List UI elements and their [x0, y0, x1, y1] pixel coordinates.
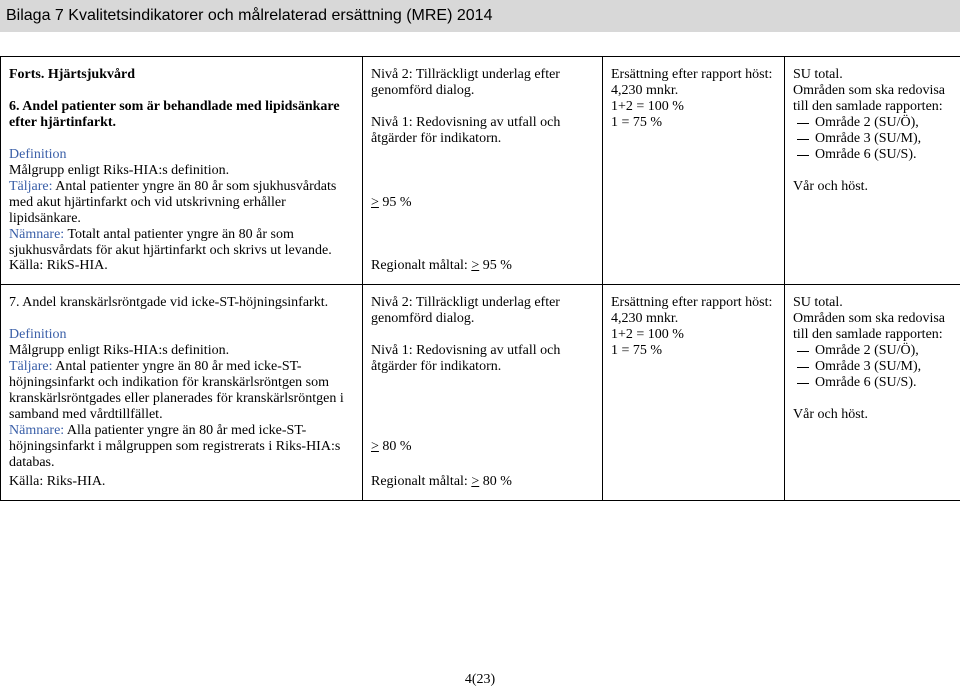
- list-item: Område 6 (SU/S).: [793, 375, 952, 391]
- page-header: [0, 0, 960, 32]
- regional-goal: [371, 258, 512, 274]
- list-item: Område 3 (SU/M),: [793, 359, 952, 375]
- definition-text: Målgrupp enligt Riks-HIA:s definition.: [9, 163, 230, 178]
- denominator: [9, 227, 354, 259]
- goal-value: 80 %: [479, 474, 512, 489]
- areas-heading: Områden som ska redovisa till den samlade rapporten:: [793, 83, 946, 114]
- section-title: Forts. Hjärtsjukvård: [9, 67, 135, 82]
- areas-list: [793, 343, 952, 391]
- list-item: Område 3 (SU/M),: [793, 131, 952, 147]
- threshold-value: 80 %: [378, 439, 412, 454]
- gte-symbol: >: [471, 474, 480, 489]
- indicator-title: 7. Andel kranskärlsröntgade vid icke-ST-höjningsinfarkt.: [9, 295, 329, 310]
- numerator-label: Täljare:: [9, 359, 53, 374]
- compensation-cell: [603, 285, 785, 501]
- areas-heading: Områden som ska redovisa till den samlade rapporten:: [793, 311, 946, 342]
- gte-symbol: >: [371, 195, 379, 210]
- timing-text: Vår och höst.: [793, 407, 869, 422]
- gte-symbol: >: [471, 258, 480, 273]
- level-2-text: Nivå 2: Tillräckligt underlag efter genomförd dialog.: [371, 67, 560, 98]
- definition-label: Definition: [9, 147, 67, 162]
- numerator-label: Täljare:: [9, 179, 53, 194]
- level-1-text: Nivå 1: Redovisning av utfall och åtgärder för indikatorn.: [371, 343, 561, 374]
- areas-list: [793, 115, 952, 163]
- goal-value: 95 %: [479, 258, 512, 273]
- threshold: [371, 439, 594, 455]
- split-partial: 1 = 75 %: [611, 343, 663, 358]
- split-full: 1+2 = 100 %: [611, 99, 684, 114]
- list-item: Område 6 (SU/S).: [793, 147, 952, 163]
- numerator: [9, 179, 354, 227]
- denominator-text: Totalt antal patienter yngre än 80 år som sjukhusvårdats för akut hjärtinfarkt och skrivs ut levande.: [9, 227, 332, 258]
- denominator-label: Nämnare:: [9, 227, 65, 242]
- indicator-table: [0, 56, 960, 501]
- level-cell: [363, 57, 603, 285]
- denominator: [9, 423, 354, 471]
- compensation-text: Ersättning efter rapport höst: 4,230 mnkr.: [611, 67, 773, 98]
- reporting-cell: [785, 285, 960, 501]
- split-full: 1+2 = 100 %: [611, 327, 684, 342]
- goal-label: Regionalt måltal:: [371, 258, 472, 273]
- compensation-cell: [603, 57, 785, 285]
- source-text: Källa: Riks-HIA.: [9, 474, 106, 489]
- indicator-title: 6. Andel patienter som är behandlade med lipidsänkare efter hjärtinfarkt.: [9, 99, 340, 130]
- page-title: Bilaga 7 Kvalitetsindikatorer och målrelaterad ersättning (MRE) 2014: [6, 7, 493, 24]
- source-text: Källa: RikS-HIA.: [9, 258, 108, 273]
- list-item: Område 2 (SU/Ö),: [793, 343, 952, 359]
- gte-symbol: >: [371, 439, 379, 454]
- definition-label: Definition: [9, 327, 67, 342]
- definition-text: Målgrupp enligt Riks-HIA:s definition.: [9, 343, 230, 358]
- indicator-cell: [1, 57, 363, 285]
- threshold-value: 95 %: [378, 195, 412, 210]
- reporting-cell: [785, 57, 960, 285]
- table-row: [1, 57, 960, 285]
- level-1-text: Nivå 1: Redovisning av utfall och åtgärder för indikatorn.: [371, 115, 561, 146]
- numerator-text: Antal patienter yngre än 80 år som sjukhusvårdats med akut hjärtinfarkt och vid utskrivning erhåller lipidsänkare.: [9, 179, 337, 226]
- denominator-label: Nämnare:: [9, 423, 65, 438]
- regional-goal: [371, 474, 512, 490]
- list-item: Område 2 (SU/Ö),: [793, 115, 952, 131]
- indicator-cell: [1, 285, 363, 501]
- su-total: SU total.: [793, 295, 843, 310]
- numerator-text: Antal patienter yngre än 80 år med icke-ST-höjningsinfarkt och indikation för kranskärlsröntgen som kranskärlsröntgades eller planerades för kranskärlsröntgen i samband med vårdtillfället.: [9, 359, 344, 422]
- su-total: SU total.: [793, 67, 843, 82]
- timing-text: Vår och höst.: [793, 179, 869, 194]
- compensation-text: Ersättning efter rapport höst: 4,230 mnkr.: [611, 295, 773, 326]
- threshold: [371, 195, 594, 211]
- split-partial: 1 = 75 %: [611, 115, 663, 130]
- page-number: 4(23): [464, 672, 496, 687]
- goal-label: Regionalt måltal:: [371, 474, 472, 489]
- level-cell: [363, 285, 603, 501]
- table-row: [1, 285, 960, 501]
- level-2-text: Nivå 2: Tillräckligt underlag efter genomförd dialog.: [371, 295, 560, 326]
- numerator: [9, 359, 354, 423]
- denominator-text: Alla patienter yngre än 80 år med icke-ST-höjningsinfarkt i målgruppen som registrerats i Riks-HIA:s databas.: [9, 423, 341, 470]
